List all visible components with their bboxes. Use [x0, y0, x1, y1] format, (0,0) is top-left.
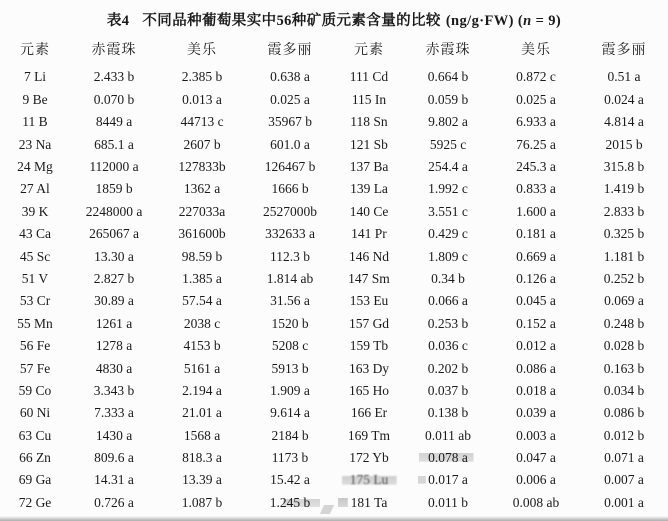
- element-cell: 24 Mg: [17, 159, 53, 174]
- value-cell: 0.011 b: [428, 494, 468, 510]
- value-cell: 0.726 a: [94, 494, 134, 510]
- value-cell: 5925 c: [429, 136, 467, 152]
- table-row: [0, 178, 668, 200]
- table-row: [0, 379, 668, 401]
- value-cell: 112000 a: [89, 159, 139, 174]
- value-cell: 0.008 ab: [512, 494, 560, 510]
- element-cell: 137 Ba: [349, 159, 389, 174]
- element-cell: 55 Mn: [17, 315, 53, 331]
- value-cell: 35967 b: [268, 114, 312, 130]
- value-cell: 0.163 b: [603, 360, 645, 376]
- column-header-merlot-right: 美乐: [521, 43, 551, 58]
- table-caption-number: 表4: [106, 13, 130, 29]
- table-caption-title: 不同品种葡萄果实中56种矿质元素含量的比较: [142, 13, 441, 29]
- value-cell: 2015 b: [605, 136, 643, 152]
- element-cell: 111 Cd: [349, 69, 389, 85]
- value-cell: 0.833 a: [516, 181, 556, 197]
- value-cell: 0.024 a: [604, 91, 644, 107]
- value-cell: 315.8 b: [603, 159, 645, 174]
- value-cell: 1.181 b: [603, 248, 645, 264]
- value-cell: 1.809 c: [428, 248, 468, 264]
- mineral-elements-table: [0, 36, 668, 514]
- value-cell: 0.181 a: [516, 226, 556, 242]
- value-cell: 0.003 a: [516, 427, 556, 443]
- element-cell: 166 Er: [350, 405, 388, 421]
- value-cell: 2.433 b: [93, 69, 135, 85]
- element-cell: 27 Al: [20, 181, 50, 197]
- value-cell: 254.4 a: [428, 159, 468, 174]
- value-cell: 0.025 a: [270, 91, 310, 107]
- table-row: [0, 111, 668, 133]
- table-row: [0, 245, 668, 267]
- column-header-chardonnay-left: 霞多丽: [267, 43, 313, 58]
- value-cell: 57.54 a: [182, 293, 222, 309]
- value-cell: 1.992 c: [428, 181, 468, 197]
- element-cell: 146 Nd: [348, 248, 390, 264]
- value-cell: 1362 a: [183, 181, 221, 197]
- value-cell: 0.013 a: [182, 91, 222, 107]
- element-cell: 165 Ho: [348, 382, 390, 398]
- table-row: [0, 88, 668, 110]
- value-cell: 2607 b: [183, 136, 221, 152]
- value-cell: 4830 a: [95, 360, 133, 376]
- value-cell: 0.071 a: [604, 450, 644, 466]
- table-row: [0, 133, 668, 155]
- column-header-element-right: 元素: [354, 43, 384, 58]
- value-cell: 1.419 b: [603, 181, 645, 197]
- value-cell: 8449 a: [95, 114, 133, 130]
- value-cell: 1.245 b: [246, 496, 334, 510]
- value-cell: 227033a: [178, 203, 226, 219]
- element-cell: 66 Zn: [19, 450, 51, 466]
- table-caption-unit: (ng/g·FW): [445, 13, 514, 29]
- element-cell: 163 Dy: [348, 360, 390, 376]
- n-value: = 9): [531, 13, 562, 29]
- value-cell: 0.078 a: [404, 451, 492, 465]
- table-row: [0, 335, 668, 357]
- value-cell: 332633 a: [265, 226, 315, 242]
- value-cell: 0.086 b: [603, 405, 645, 421]
- value-cell: 809.6 a: [94, 450, 134, 466]
- value-cell: 0.059 b: [427, 91, 469, 107]
- table-row: [0, 447, 668, 469]
- value-cell: 0.248 b: [603, 315, 645, 331]
- value-cell: 0.039 a: [516, 405, 556, 421]
- value-cell: 0.126 a: [516, 270, 556, 286]
- value-cell: 1568 a: [183, 427, 221, 443]
- value-cell: 0.012 a: [516, 338, 556, 354]
- value-cell: 14.31 a: [94, 472, 134, 488]
- value-cell: 0.006 a: [516, 472, 556, 488]
- element-cell: 7 Li: [23, 69, 47, 85]
- element-cell: 51 V: [21, 270, 49, 286]
- value-cell: 0.018 a: [516, 382, 556, 398]
- value-cell: 5913 b: [271, 360, 309, 376]
- value-cell: 13.39 a: [182, 472, 222, 488]
- value-cell: 0.025 a: [516, 91, 556, 107]
- element-cell: 139 La: [350, 181, 388, 197]
- table-row: [0, 312, 668, 334]
- value-cell: 0.138 b: [427, 405, 469, 421]
- element-cell: 118 Sn: [350, 114, 388, 130]
- value-cell: 2527000b: [263, 203, 317, 219]
- value-cell: 7.333 a: [94, 405, 134, 421]
- element-cell: 63 Cu: [18, 427, 52, 443]
- value-cell: 1.087 b: [181, 494, 223, 510]
- table-row: [0, 200, 668, 222]
- value-cell: 1261 a: [95, 315, 133, 331]
- element-cell: 56 Fe: [19, 338, 51, 354]
- value-cell: 0.066 a: [428, 293, 468, 309]
- value-cell: 1.600 a: [516, 203, 556, 219]
- element-cell: 53 Cr: [19, 293, 51, 309]
- table-row: [0, 223, 668, 245]
- table-row: [0, 469, 668, 491]
- value-cell: 1.385 a: [182, 270, 222, 286]
- value-cell: 601.0 a: [270, 136, 310, 152]
- value-cell: 1520 b: [271, 315, 309, 331]
- value-cell: 5161 a: [183, 360, 221, 376]
- n-open-paren: (: [517, 13, 524, 29]
- value-cell: 0.007 a: [604, 472, 644, 488]
- value-cell: 76.25 a: [516, 136, 556, 152]
- value-cell: 3.343 b: [93, 382, 135, 398]
- value-cell: 0.872 c: [516, 69, 556, 85]
- value-cell: 1173 b: [271, 450, 309, 466]
- value-cell: 2.385 b: [181, 69, 223, 85]
- value-cell: 361600b: [178, 226, 226, 242]
- value-cell: 0.036 c: [428, 338, 468, 354]
- value-cell: 5208 c: [271, 338, 309, 354]
- value-cell: 0.253 b: [427, 315, 469, 331]
- value-cell: 0.152 a: [516, 315, 556, 331]
- element-cell: 172 Yb: [349, 450, 389, 466]
- value-cell: 2.833 b: [603, 203, 645, 219]
- table-row: [0, 402, 668, 424]
- element-cell: 115 In: [351, 91, 387, 107]
- table-row: [0, 357, 668, 379]
- value-cell: 2.827 b: [93, 270, 135, 286]
- value-cell: 0.011 ab: [425, 427, 471, 443]
- element-cell: 59 Co: [18, 382, 52, 398]
- value-cell: 1.909 a: [270, 382, 310, 398]
- element-cell: 175 Lu: [334, 473, 404, 487]
- table-row: [0, 491, 668, 513]
- value-cell: 0.325 b: [603, 226, 645, 242]
- value-cell: 1859 b: [95, 181, 133, 197]
- value-cell: 6.933 a: [516, 114, 556, 130]
- element-cell: 23 Na: [18, 136, 52, 152]
- value-cell: 0.202 b: [427, 360, 469, 376]
- value-cell: 2.194 a: [182, 382, 222, 398]
- table-caption-samplesize: [518, 13, 561, 29]
- element-cell: 43 Ca: [19, 226, 51, 242]
- element-cell: 181 Ta: [334, 496, 404, 510]
- column-header-merlot-left: 美乐: [187, 43, 217, 58]
- n-variable: n: [523, 13, 532, 29]
- value-cell: 9.802 a: [428, 114, 468, 130]
- value-cell: 0.664 b: [427, 69, 469, 85]
- table-body: [0, 66, 668, 514]
- value-cell: 685.1 a: [94, 136, 134, 152]
- column-header-element-left: 元素: [20, 43, 50, 58]
- value-cell: 0.669 a: [516, 248, 556, 264]
- value-cell: 13.30 a: [94, 248, 134, 264]
- element-cell: 11 B: [22, 114, 48, 130]
- element-cell: 60 Ni: [19, 405, 51, 421]
- value-cell: 2038 c: [183, 315, 221, 331]
- value-cell: 1666 b: [271, 181, 309, 197]
- value-cell: 0.638 a: [270, 69, 310, 85]
- table-header-row: [0, 36, 668, 66]
- value-cell: 1.814 ab: [266, 270, 314, 286]
- element-cell: 141 Pr: [351, 226, 387, 242]
- value-cell: 0.037 b: [427, 382, 469, 398]
- element-cell: 169 Tm: [347, 427, 391, 443]
- value-cell: 1430 a: [95, 427, 133, 443]
- value-cell: 3.551 c: [428, 203, 468, 219]
- value-cell: 0.045 a: [516, 293, 556, 309]
- element-cell: 9 Be: [22, 91, 48, 107]
- column-header-chardonnay-right: 霞多丽: [601, 43, 647, 58]
- element-cell: 72 Ge: [18, 494, 52, 510]
- value-cell: 818.3 a: [182, 450, 222, 466]
- value-cell: 245.3 a: [516, 159, 556, 174]
- element-cell: 57 Fe: [19, 360, 51, 376]
- value-cell: 30.89 a: [94, 293, 134, 309]
- column-header-cabernet-right: 赤霞珠: [425, 43, 471, 58]
- column-header-cabernet-left: 赤霞珠: [91, 43, 137, 58]
- element-cell: 159 Tb: [349, 338, 389, 354]
- value-cell: 0.028 b: [603, 338, 645, 354]
- value-cell: 0.047 a: [516, 450, 556, 466]
- value-cell: 0.069 a: [604, 293, 644, 309]
- value-cell: 0.034 b: [603, 382, 645, 398]
- value-cell: 2248000 a: [85, 203, 143, 219]
- table-row: [0, 156, 668, 178]
- value-cell: 0.017 a: [404, 473, 492, 487]
- value-cell: 127833b: [178, 159, 226, 174]
- value-cell: 0.012 b: [603, 427, 645, 443]
- value-cell: 0.34 b: [431, 270, 465, 286]
- table-row: [0, 290, 668, 312]
- element-cell: 39 K: [21, 203, 49, 219]
- value-cell: 98.59 b: [181, 248, 223, 264]
- value-cell: 0.086 a: [516, 360, 556, 376]
- value-cell: 31.56 a: [270, 293, 310, 309]
- value-cell: 265067 a: [89, 226, 139, 242]
- element-cell: 140 Ce: [349, 203, 389, 219]
- value-cell: 1278 a: [95, 338, 133, 354]
- value-cell: 21.01 a: [182, 405, 222, 421]
- value-cell: 9.614 a: [270, 405, 310, 421]
- value-cell: 44713 c: [180, 114, 224, 130]
- value-cell: 126467 b: [264, 159, 316, 174]
- element-cell: 45 Sc: [19, 248, 51, 264]
- element-cell: 157 Gd: [348, 315, 390, 331]
- element-cell: 153 Eu: [349, 293, 389, 309]
- value-cell: 112.3 b: [270, 248, 310, 264]
- scan-edge-artifact: [0, 516, 668, 521]
- value-cell: 0.429 c: [428, 226, 468, 242]
- table-caption: [0, 9, 668, 30]
- value-cell: 0.001 a: [604, 494, 644, 510]
- table-row: [0, 424, 668, 446]
- value-cell: 2184 b: [271, 427, 309, 443]
- value-cell: 15.42 a: [270, 472, 310, 488]
- element-cell: 147 Sm: [348, 270, 390, 286]
- value-cell: 0.070 b: [93, 91, 135, 107]
- table-row: [0, 66, 668, 88]
- value-cell: 0.51 a: [607, 69, 641, 85]
- table-row: [0, 268, 668, 290]
- value-cell: 4153 b: [183, 338, 221, 354]
- element-cell: 121 Sb: [350, 136, 388, 152]
- element-cell: 69 Ga: [18, 472, 52, 488]
- value-cell: 0.252 b: [603, 270, 645, 286]
- value-cell: 4.814 a: [604, 114, 644, 130]
